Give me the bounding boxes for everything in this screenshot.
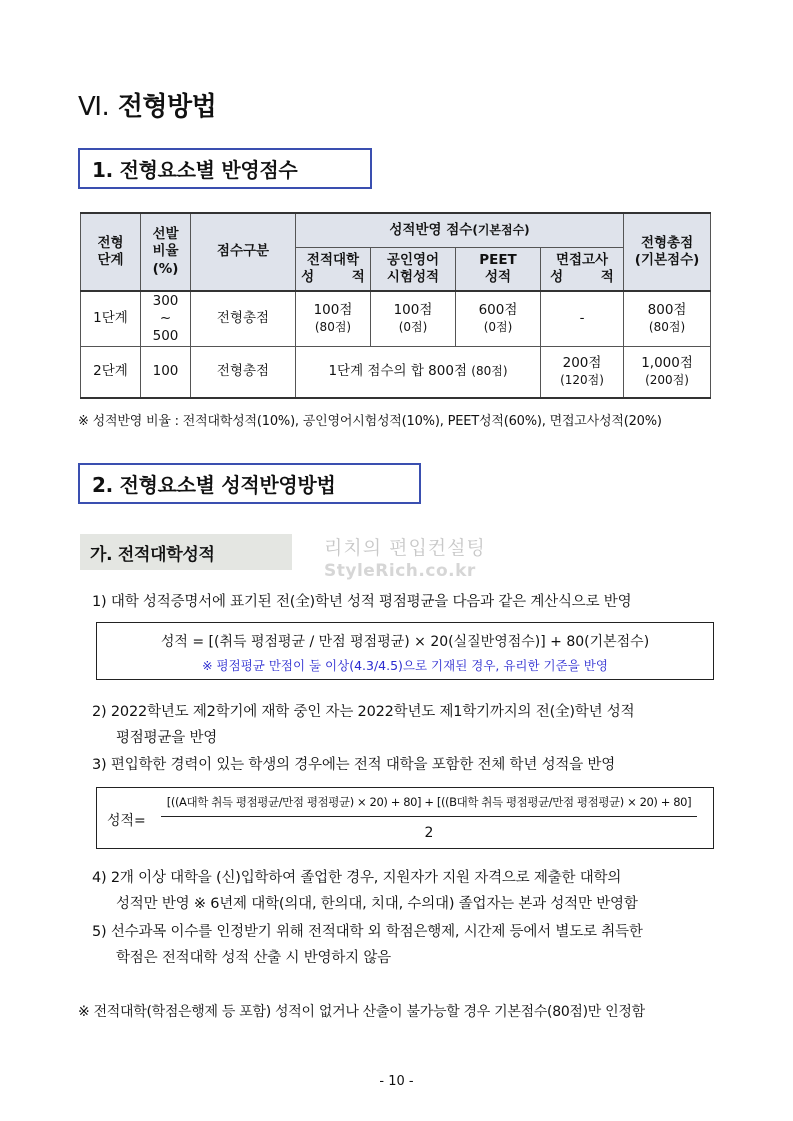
formula-2-numerator: [((A대학 취득 평점평균/만점 평점평균) × 20) + 80] + [((B대학 취득 평점평균/만점 평점평균) × 20) + 80] — [166, 795, 692, 809]
cell-interview: 200점 (120점) — [541, 347, 624, 399]
header-peet: PEET 성적 — [456, 248, 541, 292]
cell-ratio: 300 ~ 500 — [141, 291, 191, 347]
table-row-stage2 — [81, 347, 711, 399]
cell-interview: - — [541, 291, 624, 347]
cell-ratio: 100 — [141, 347, 191, 399]
subsection-a-title: 가. 전적대학성적 — [80, 534, 292, 570]
cell-stage: 2단계 — [81, 347, 141, 399]
cell-type: 전형총점 — [191, 291, 296, 347]
item-4: 4) 2개 이상 대학을 (신)입학하여 졸업한 경우, 지원자가 지원 자격으로 제출한 대학의 성적만 반영 ※ 6년제 대학(의대, 한의대, 치대, 수의대) 졸업자는 본과 성적만 반영함 — [92, 870, 638, 912]
header-english-test: 공인영어 시험성적 — [371, 248, 456, 292]
page-number: - 10 - — [379, 1074, 414, 1089]
ratio-note: ※ 성적반영 비율 : 전적대학성적(10%), 공인영어시험성적(10%), PEET성적(60%), 면접고사성적(20%) — [78, 414, 662, 429]
formula-box-1 — [96, 622, 714, 680]
formula-1-note: ※ 평점평균 만점이 둘 이상(4.3/4.5)으로 기재된 경우, 유리한 기준을 반영 — [202, 658, 608, 673]
cell-stage1-sum: 1단계 점수의 합 800점 (80점) — [296, 347, 541, 399]
basic-score-note: ※ 전적대학(학점은행제 등 포함) 성적이 없거나 산출이 불가능할 경우 기본점수(80점)만 인정함 — [78, 1004, 645, 1020]
item-1: 1) 대학 성적증명서에 표기된 전(全)학년 성적 평점평균을 다음과 같은 계산식으로 반영 — [92, 594, 632, 610]
cell-type: 전형총점 — [191, 347, 296, 399]
formula-2-label: 성적= — [107, 813, 146, 829]
cell-peet: 600점 (0점) — [456, 291, 541, 347]
formula-2-denominator: 2 — [424, 825, 434, 841]
header-reflect: 성적반영 점수(기본점수) — [296, 213, 624, 248]
header-ratio: 선발 비율 (%) — [141, 213, 191, 291]
score-table — [80, 212, 711, 399]
cell-total: 800점 (80점) — [624, 291, 711, 347]
chapter-number: Ⅵ. — [78, 92, 110, 122]
chapter-heading — [78, 86, 216, 123]
cell-college: 100점 (80점) — [296, 291, 371, 347]
header-stage: 전형 단계 — [81, 213, 141, 291]
table-row-stage1 — [81, 291, 711, 347]
header-college-grade: 전적대학 성 적 — [296, 248, 371, 292]
item-2: 2) 2022학년도 제2학기에 재학 중인 자는 2022학년도 제1학기까지의 전(全)학년 성적 평점평균을 반영 — [92, 704, 635, 746]
watermark-text: 리치의 편입컨설팅 — [324, 537, 486, 559]
header-total: 전형총점 (기본점수) — [624, 213, 711, 291]
formula-box-2 — [96, 787, 714, 849]
header-interview: 면접고사 성 적 — [541, 248, 624, 292]
cell-stage: 1단계 — [81, 291, 141, 347]
item-5: 5) 선수과목 이수를 인정받기 위해 전적대학 외 학점은행제, 시간제 등에서 별도로 취득한 학점은 전적대학 성적 산출 시 반영하지 않음 — [92, 924, 643, 966]
item-3: 3) 편입학한 경력이 있는 학생의 경우에는 전적 대학을 포함한 전체 학년 성적을 반영 — [92, 757, 616, 773]
section-2-title: 2. 전형요소별 성적반영방법 — [78, 463, 421, 504]
fraction-bar — [161, 816, 697, 817]
header-score-type: 점수구분 — [191, 213, 296, 291]
table-header-row — [81, 213, 711, 248]
cell-english: 100점 (0점) — [371, 291, 456, 347]
cell-total: 1,000점 (200점) — [624, 347, 711, 399]
formula-1-text: 성적 = [(취득 평점평균 / 만점 평점평균) × 20(실질반영점수)] + 80(기본점수) — [160, 634, 650, 650]
section-1-title: 1. 전형요소별 반영점수 — [78, 148, 372, 189]
chapter-title: 전형방법 — [117, 92, 217, 122]
watermark-url: StyleRich.co.kr — [324, 561, 476, 581]
